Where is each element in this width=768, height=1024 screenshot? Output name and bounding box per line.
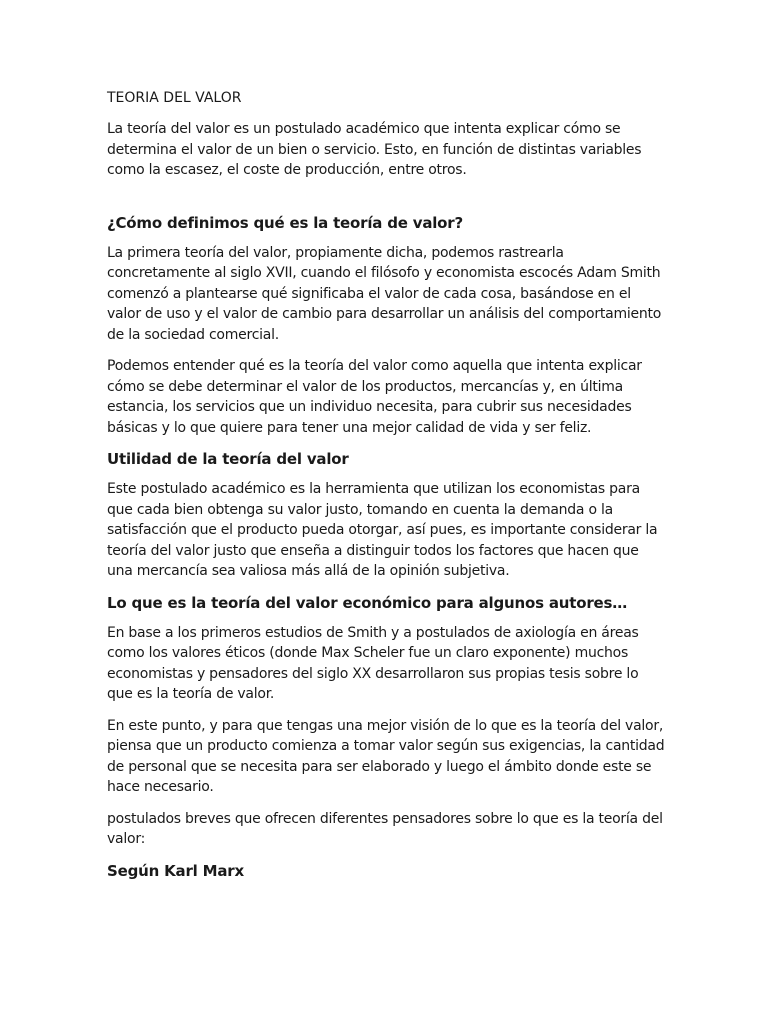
section-heading: ¿Cómo definimos qué es la teoría de valor?: [107, 213, 463, 232]
intro-paragraph: La teoría del valor es un postulado académico que intenta explicar cómo se determina el valor de un bien o servicio. Esto, en función de distintas variables como la escasez, el coste de producción, entre otros.: [107, 121, 642, 178]
section-heading: Utilidad de la teoría del valor: [107, 450, 349, 468]
paragraph: Podemos entender qué es la teoría del valor como aquella que intenta explicar cómo se debe determinar el valor de los productos, mercancías y, en última estancia, los servicios que un individuo necesita, para cubrir sus necesidades básicas y lo que quiere para tener una mejor calidad de vida y ser feliz.: [107, 358, 642, 436]
section-heading: Según Karl Marx: [107, 861, 244, 880]
paragraph: postulados breves que ofrecen diferentes pensadores sobre lo que es la teoría del valor:: [107, 810, 663, 847]
section-marx: [107, 861, 667, 881]
paragraph: En base a los primeros estudios de Smith y a postulados de axiología en áreas como los valores éticos (donde Max Scheler fue un claro exponente) muchos economistas y pensadores del siglo XX desarrollaron sus propias tesis sobre lo que es la teoría de valor.: [107, 624, 639, 702]
section-authors: [107, 593, 667, 850]
paragraph: La primera teoría del valor, propiamente dicha, podemos rastrearla concretamente al siglo XVII, cuando el filósofo y economista escocés Adam Smith comenzó a plantearse qué significaba el valor de cada cosa, basándose en el valor de uso y el valor de cambio para desarrollar un análisis del comportamiento de la sociedad comercial.: [107, 244, 662, 343]
spacer: [107, 192, 667, 213]
paragraph: En este punto, y para que tengas una mejor visión de lo que es la teoría del valor, piensa que un producto comienza a tomar valor según sus exigencias, la cantidad de personal que se necesita para ser elaborado y luego el ámbito donde este se hace necesario.: [107, 717, 665, 795]
document-page: [107, 88, 667, 891]
section-definition: [107, 213, 667, 439]
section-heading: Lo que es la teoría del valor económico para algunos autores…: [107, 593, 628, 612]
paragraph: Este postulado académico es la herramienta que utilizan los economistas para que cada bien obtenga su valor justo, tomando en cuenta la demanda o la satisfacción que el producto pueda otorgar, así pues, es importante considerar la teoría del valor justo que enseña a distinguir todos los factores que hacen que una mercancía sea valiosa más allá de la opinión subjetiva.: [107, 481, 658, 579]
section-utility: [107, 449, 667, 582]
document-title: TEORIA DEL VALOR: [107, 90, 242, 106]
